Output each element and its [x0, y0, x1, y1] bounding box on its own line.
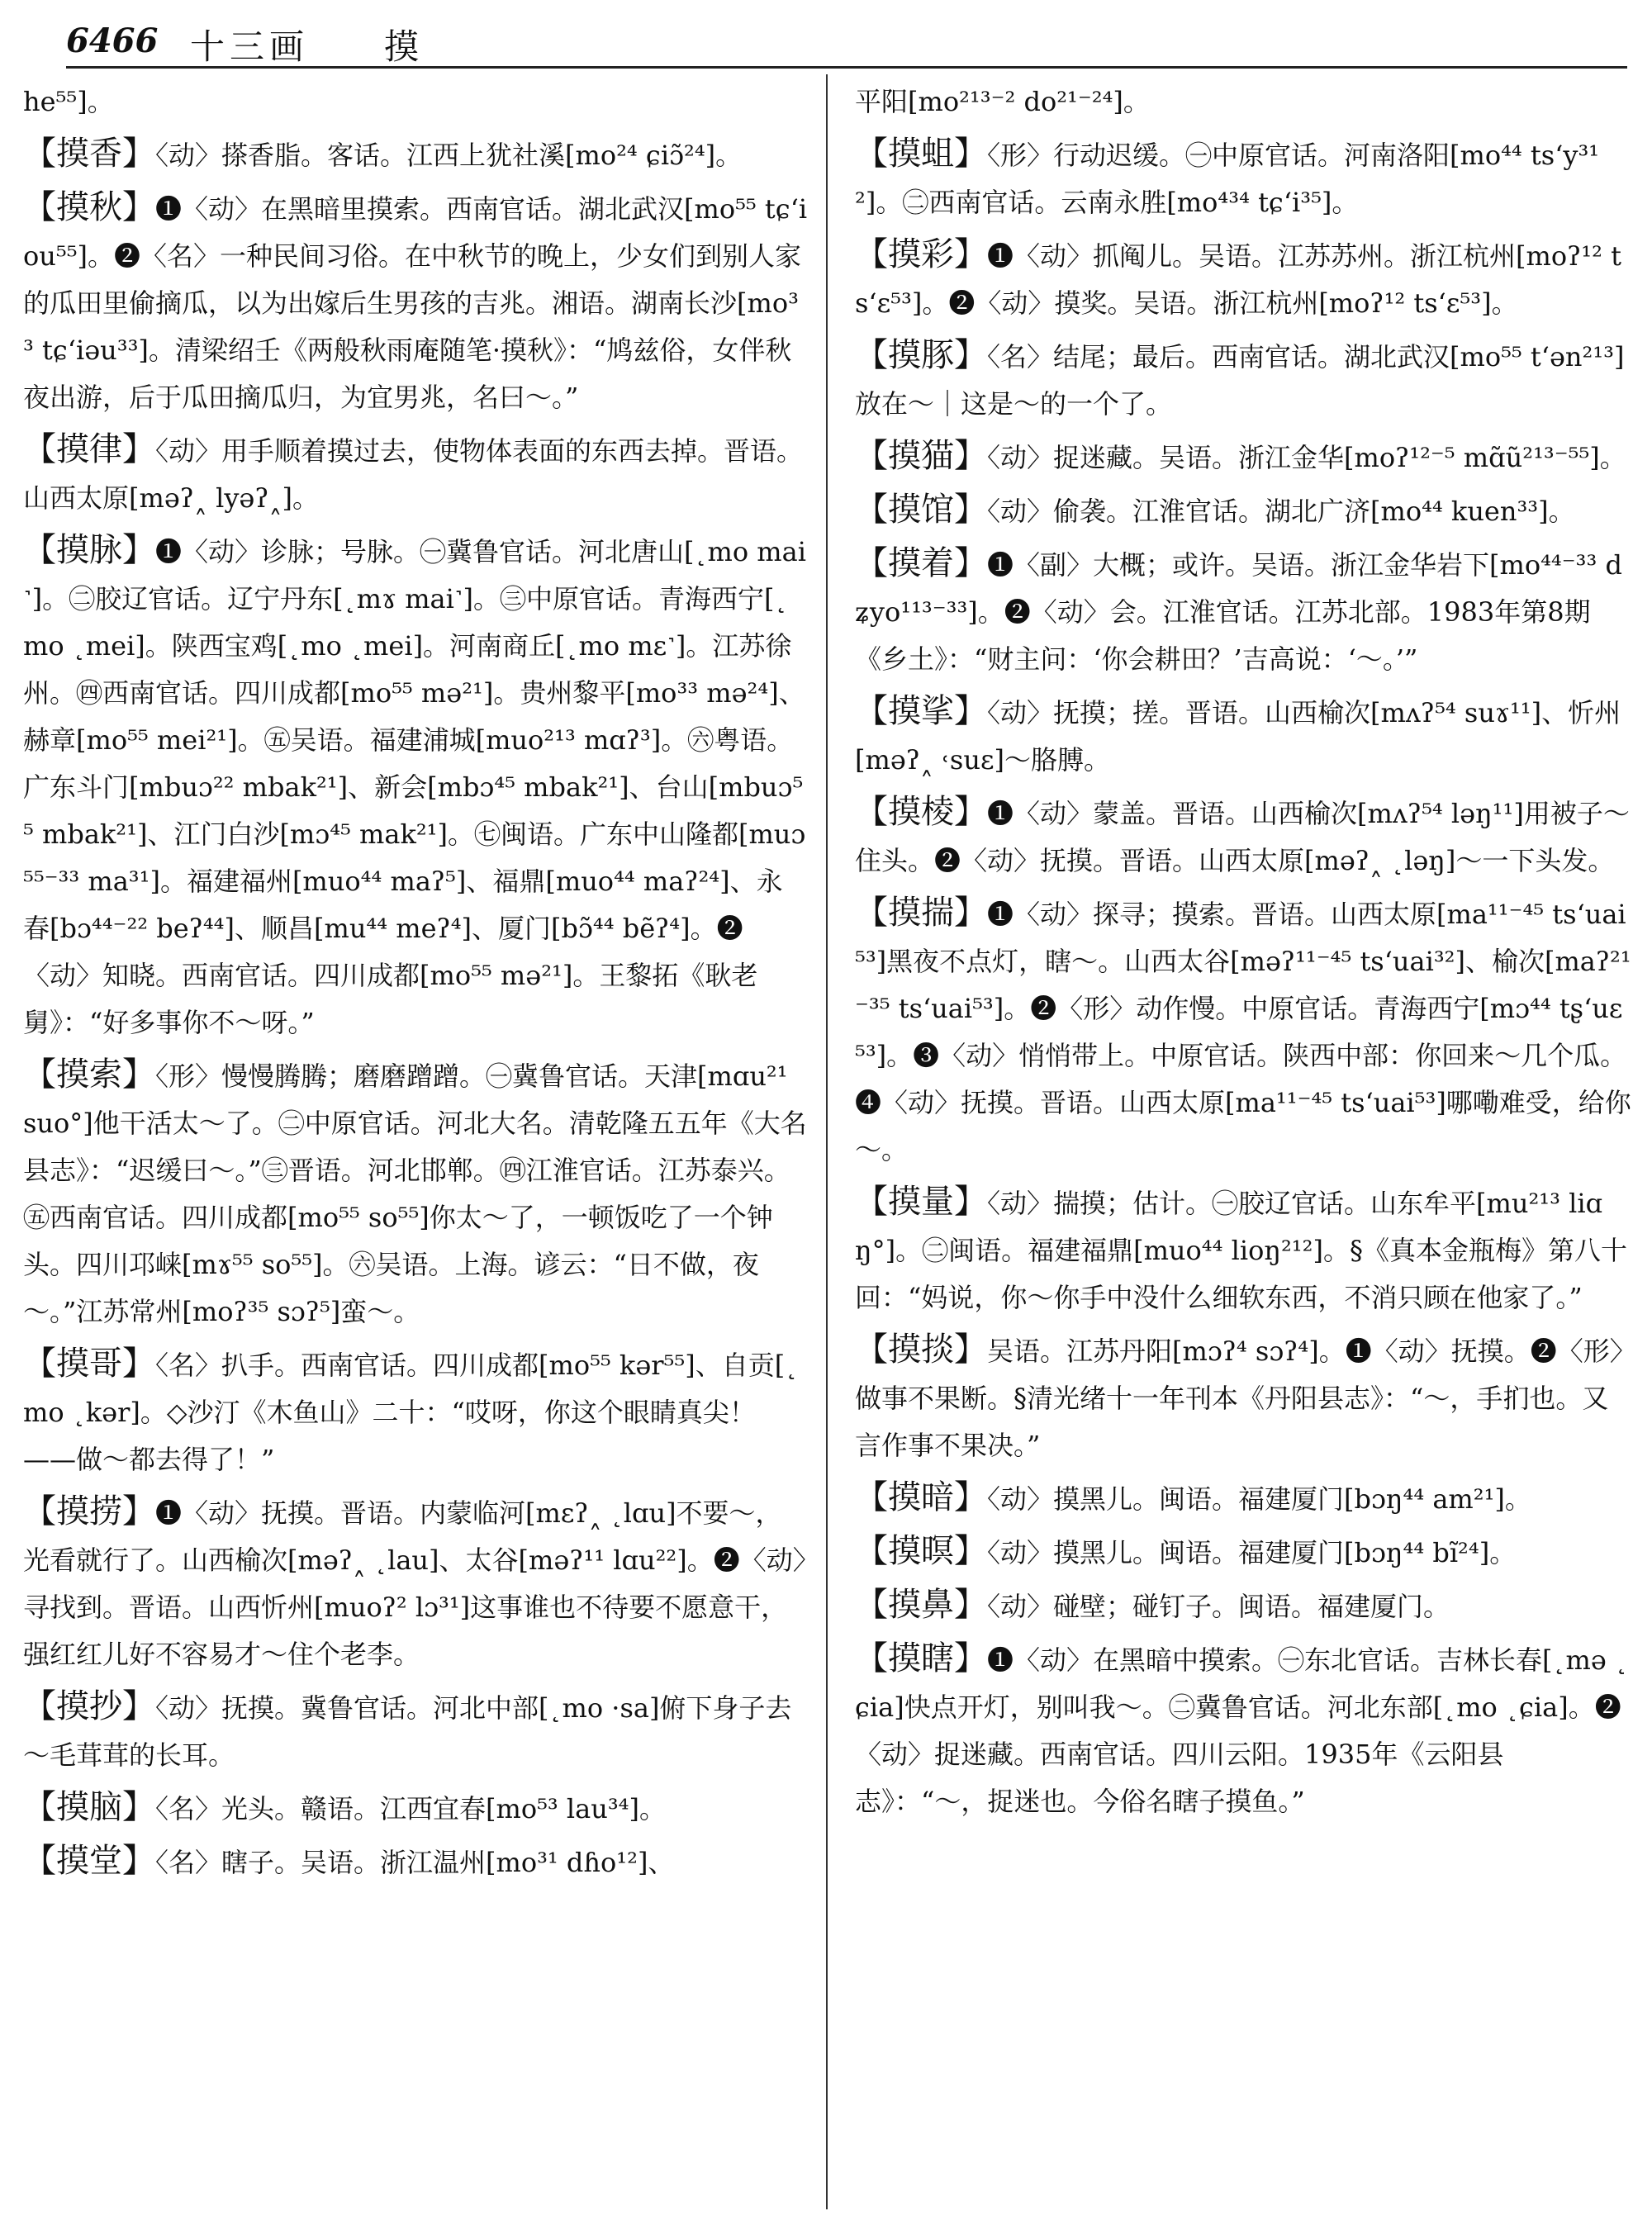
dictionary-entry — [855, 1635, 1631, 1825]
entry-headword: 【摸馆】 — [855, 491, 987, 529]
entry-headword: 【摸抄】 — [23, 1687, 155, 1725]
entry-headword: 【摸脑】 — [23, 1788, 155, 1826]
entry-definition: ❶〈动〉探寻；摸索。晋语。山西太原[ma¹¹⁻⁴⁵ tsʻuai⁵³]黑夜不点灯，瞎～。山西太谷[məʔ¹¹⁻⁴⁵ tsʻuai³²]、榆次[maʔ²¹⁻³⁵ tsʻuai⁵³]。❷〈形〉动作慢。中原官话。青海西宁[mɔ⁴⁴ tʂʻuɛ⁵³]。❸〈动〉悄悄带上。中原官话。陕西中部：你回来～几个瓜。❹〈动〉抚摸。晋语。山西太原[ma¹¹⁻⁴⁵ tsʻuai⁵³]哪嘞难受，给你～。 — [855, 899, 1631, 1165]
entry-definition: 〈形〉慢慢腾腾；磨磨蹭蹭。㊀冀鲁官话。天津[mɑu²¹ suo°]他干活太～了。㊁中原官话。河北大名。清乾隆五五年《大名县志》：“迟缓曰～。”㊂晋语。河北邯郸。㊃江淮官话。江苏泰兴。㊄西南官话。四川成都[mo⁵⁵ so⁵⁵]你太～了，一顿饭吃了一个钟头。四川邛崃[mɤ⁵⁵ so⁵⁵]。㊅吴语。上海。谚云：“日不做，夜～。”江苏常州[moʔ³⁵ sɔʔ⁵]蛮～。 — [23, 1060, 807, 1327]
dictionary-entry — [855, 332, 1631, 428]
entry-headword: 【摸猫】 — [855, 437, 987, 475]
entry-definition: ❶〈动〉诊脉；号脉。㊀冀鲁官话。河北唐山[˛mo mai˺]。㊁胶辽官话。辽宁丹东[˛mɤ mai˺]。㊂中原官话。青海西宁[˛mo ˛mei]。陕西宝鸡[˛mo ˛mei]。河南商丘[˛mo mɛ˺]。江苏徐州。㊃西南官话。四川成都[mo⁵⁵ mə²¹]。贵州黎平[mo³³ mə²⁴]、赫章[mo⁵⁵ mei²¹]。㊄吴语。福建浦城[muo²¹³ mɑʔ³]。㊅粤语。广东斗门[mbuɔ²² mbak²¹]、新会[mbɔ⁴⁵ mbak²¹]、台山[mbuɔ⁵⁵ mbak²¹]、江门白沙[mɔ⁴⁵ mak²¹]。㊆闽语。广东中山隆都[muɔ⁵⁵⁻³³ ma³¹]。福建福州[muo⁴⁴ maʔ⁵]、福鼎[muo⁴⁴ maʔ²⁴]、永春[bɔ⁴⁴⁻²² beʔ⁴⁴]、顺昌[mu⁴⁴ meʔ⁴]、厦门[bɔ̃⁴⁴ bẽʔ⁴]。❷〈动〉知晓。西南官话。四川成都[mo⁵⁵ mə²¹]。王黎拓《耿老舅》：“好多事你不～呀。” — [23, 536, 806, 1038]
dictionary-entry — [855, 890, 1631, 1174]
dictionary-entry — [855, 231, 1631, 327]
entry-definition: 〈动〉摸黑儿。闽语。福建厦门[bɔŋ⁴⁴ bĩ²⁴]。 — [987, 1537, 1517, 1568]
entry-headword: 【摸彩】 — [855, 235, 987, 273]
entry-headword: 【摸哥】 — [23, 1345, 155, 1383]
entry-definition: 〈动〉抚摸。冀鲁官话。河北中部[˛mo ·sa]俯下身子去～毛茸茸的长耳。 — [23, 1692, 792, 1771]
dictionary-entry — [855, 1528, 1631, 1577]
dictionary-entry — [855, 540, 1631, 683]
entry-headword: 【摸脉】 — [23, 531, 155, 569]
entry-headword: 【摸索】 — [23, 1056, 155, 1094]
entry-definition: 〈名〉结尾；最后。西南官话。湖北武汉[mo⁵⁵ tʻən²¹³]放在～｜这是～的一个了。 — [855, 341, 1625, 420]
entry-definition: 〈动〉用手顺着摸过去，使物体表面的东西去掉。晋语。山西太原[məʔ˰ lyəʔ˰]。 — [23, 435, 804, 514]
dictionary-entry — [855, 789, 1631, 885]
entry-definition: ❶〈动〉抚摸。晋语。内蒙临河[mɛʔ˰ ˛lɑu]不要～，光看就行了。山西榆次[məʔ˰ ˛lau]、太谷[məʔ¹¹ lɑu²²]。❷〈动〉寻找到。晋语。山西忻州[muoʔ² lɔ³¹]这事谁也不待要不愿意干，强红红儿好不容易才～住个老李。 — [23, 1497, 806, 1670]
entry-headword: 【摸豚】 — [855, 336, 987, 374]
dictionary-entry — [23, 1784, 808, 1833]
dictionary-entry — [23, 1838, 808, 1886]
dictionary-entry — [855, 1582, 1631, 1630]
entry-headword: 【摸挲】 — [855, 692, 987, 730]
head-character: 摸 — [384, 26, 420, 67]
entry-definition: 〈动〉偷袭。江淮官话。湖北广济[mo⁴⁴ kuen³³]。 — [987, 496, 1575, 527]
entry-definition: 〈动〉碰壁；碰钉子。闽语。福建厦门。 — [987, 1591, 1450, 1622]
dictionary-entry — [23, 1340, 808, 1483]
entry-definition: 〈名〉扒手。西南官话。四川成都[mo⁵⁵ kər⁵⁵]、自贡[˛mo ˛kər]。◇沙汀《木鱼山》二十：“哎呀，你这个眼睛真尖！——做～都去得了！” — [23, 1350, 799, 1475]
dictionary-entry — [23, 184, 808, 421]
entry-definition: he⁵⁵]。 — [23, 86, 114, 117]
entry-headword: 【摸揣】 — [855, 894, 987, 932]
page-header — [66, 15, 1619, 67]
dictionary-entry — [855, 1179, 1631, 1321]
entry-definition: ❶〈动〉蒙盖。晋语。山西榆次[mʌʔ⁵⁴ ləŋ¹¹]用被子～住头。❷〈动〉抚摸。晋语。山西太原[məʔ˰ ˛ləŋ]～一下头发。 — [855, 798, 1630, 876]
dictionary-entry — [855, 1326, 1631, 1469]
dictionary-entry — [23, 78, 808, 126]
entry-definition: 平阳[mo²¹³⁻² do²¹⁻²⁴]。 — [855, 86, 1150, 117]
entry-headword: 【摸秋】 — [23, 188, 155, 226]
entry-headword: 【摸暗】 — [855, 1478, 987, 1516]
entry-headword: 【摸暝】 — [855, 1532, 987, 1570]
header-rule — [66, 66, 1627, 69]
entry-headword: 【摸着】 — [855, 544, 987, 582]
entry-definition: 吴语。江苏丹阳[mɔʔ⁴ sɔʔ⁴]。❶〈动〉抚摸。❷〈形〉做事不果断。§清光绪十一年刊本《丹阳县志》：“～，手扪也。又言作事不果决。” — [855, 1336, 1623, 1461]
entry-definition: ❶〈副〉大概；或许。吴语。浙江金华岩下[mo⁴⁴⁻³³ dʑyo¹¹³⁻³³]。❷〈动〉会。江淮官话。江苏北部。1983年第8期《乡土》：“财主问：‘你会耕田？’吉高说：‘～。’” — [855, 549, 1622, 675]
right-column — [855, 78, 1631, 1830]
entry-definition: 〈动〉揣摸；估计。㊀胶辽官话。山东牟平[mu²¹³ liɑŋ°]。㊁闽语。福建福鼎[muo⁴⁴ lioŋ²¹²]。§《真本金瓶梅》第八十回：“妈说，你～你手中没什么细软东西，不消只顾在他家了。” — [855, 1188, 1627, 1313]
dictionary-entry — [855, 433, 1631, 482]
entry-definition: ❶〈动〉在黑暗里摸索。西南官话。湖北武汉[mo⁵⁵ tɕʻiou⁵⁵]。❷〈名〉一种民间习俗。在中秋节的晚上，少女们到别人家的瓜田里偷摘瓜，以为出嫁后生男孩的吉兆。湘语。湖南长沙[mo³³ tɕʻiəu³³]。清梁绍壬《两般秋雨庵随笔·摸秋》：“鸠兹俗，女伴秋夜出游，后于瓜田摘瓜归，为宜男兆，名曰～。” — [23, 193, 808, 413]
entry-headword: 【摸量】 — [855, 1183, 987, 1221]
dictionary-entry — [855, 1474, 1631, 1523]
entry-definition: ❶〈动〉抓阄儿。吴语。江苏苏州。浙江杭州[moʔ¹² tsʻɛ⁵³]。❷〈动〉摸奖。吴语。浙江杭州[moʔ¹² tsʻɛ⁵³]。 — [855, 240, 1621, 319]
dictionary-entry — [23, 1051, 808, 1336]
entry-headword: 【摸蛆】 — [855, 135, 987, 173]
entry-definition: 〈动〉搽香脂。客话。江西上犹社溪[mo²⁴ ɕiɔ̃²⁴]。 — [155, 140, 743, 171]
entry-headword: 【摸掞】 — [855, 1331, 987, 1369]
dictionary-entry — [23, 1683, 808, 1779]
entry-definition: 〈形〉行动迟缓。㊀中原官话。河南洛阳[mo⁴⁴ tsʻy³¹²]。㊁西南官话。云南永胜[mo⁴³⁴ tɕʻi³⁵]。 — [855, 140, 1600, 218]
entry-definition: 〈动〉抚摸；搓。晋语。山西榆次[mʌʔ⁵⁴ suɤ¹¹]、忻州[məʔ˰ ˓suɛ]～胳膊。 — [855, 697, 1621, 776]
dictionary-entry — [23, 426, 808, 522]
dictionary-entry — [855, 78, 1631, 126]
page-number: 6466 — [66, 21, 159, 60]
dictionary-entry — [23, 1488, 808, 1678]
entry-headword: 【摸鼻】 — [855, 1586, 987, 1624]
entry-definition: ❶〈动〉在黑暗中摸索。㊀东北官话。吉林长春[˛mə ˛ɕia]快点开灯，别叫我～。㊁冀鲁官话。河北东部[˛mo ˛ɕia]。❷〈动〉捉迷藏。西南官话。四川云阳。1935年《云阳县志》：“～，捉迷也。今俗名瞎子摸鱼。” — [855, 1644, 1628, 1817]
entry-headword: 【摸棱】 — [855, 793, 987, 831]
entry-headword: 【摸瞎】 — [855, 1639, 987, 1677]
entry-headword: 【摸律】 — [23, 430, 155, 468]
dictionary-entry — [855, 688, 1631, 784]
left-column — [23, 78, 808, 1891]
entry-headword: 【摸香】 — [23, 135, 155, 173]
dictionary-entry — [23, 527, 808, 1046]
entry-definition: 〈动〉捉迷藏。吴语。浙江金华[moʔ¹²⁻⁵ mɑ̃ũ²¹³⁻⁵⁵]。 — [987, 442, 1626, 473]
entry-definition: 〈动〉摸黑儿。闽语。福建厦门[bɔŋ⁴⁴ am²¹]。 — [987, 1483, 1531, 1515]
entry-headword: 【摸堂】 — [23, 1842, 155, 1880]
stroke-section: 十三画 — [190, 26, 310, 67]
entry-definition: 〈名〉瞎子。吴语。浙江温州[mo³¹ dɦo¹²]、 — [155, 1847, 675, 1878]
dictionary-entry — [855, 130, 1631, 226]
entry-definition: 〈名〉光头。赣语。江西宜春[mo⁵³ lau³⁴]。 — [155, 1793, 666, 1824]
dictionary-entry — [23, 130, 808, 179]
entry-headword: 【摸捞】 — [23, 1492, 155, 1530]
dictionary-entry — [855, 486, 1631, 535]
column-divider — [826, 74, 828, 2209]
